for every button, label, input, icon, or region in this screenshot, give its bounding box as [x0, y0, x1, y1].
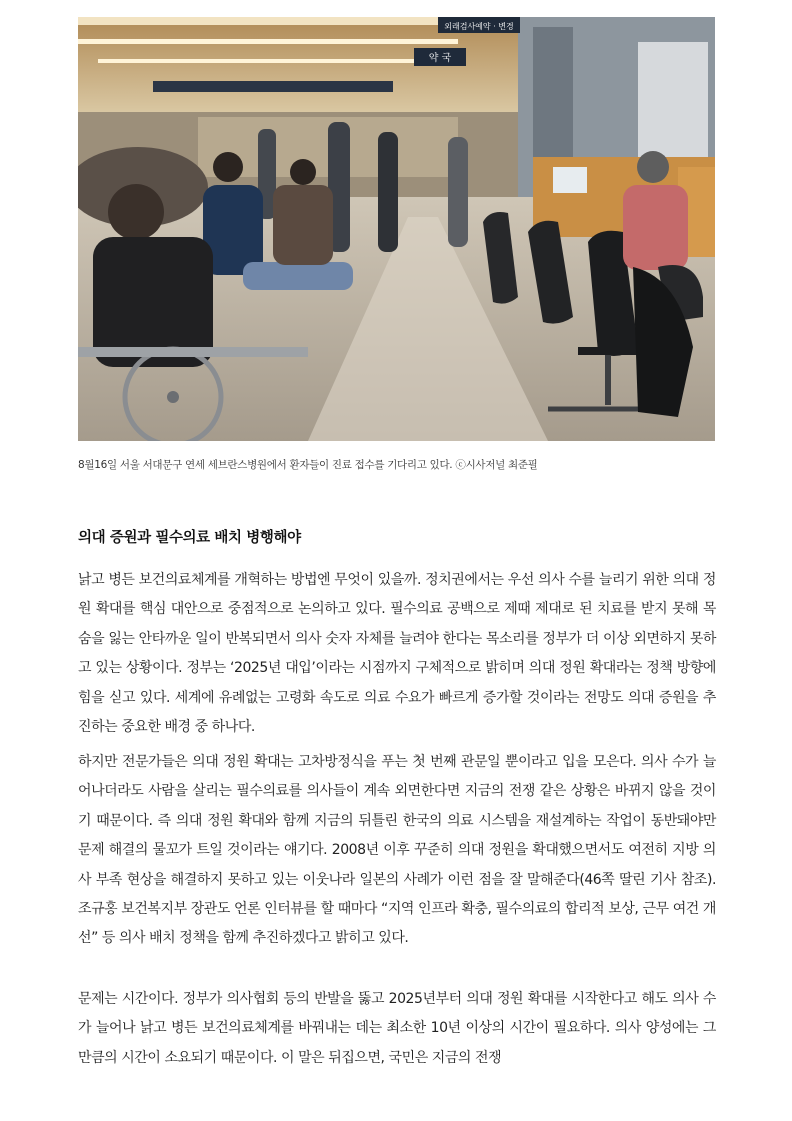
body-paragraph-1: 낡고 병든 보건의료체계를 개혁하는 방법엔 무엇이 있을까. 정치권에서는 우선 의사 수를 늘리기 위한 의대 정원 확대를 핵심 대안으로 중점적으로 논의하고 있다. 필수의료 공백으로 제때 제대로 된 치료를 받지 못해 목숨을 잃는 안타까운 일이 반복되면서 의사 숫자 자체를 늘려야 한다는 목소리를 정부가 더 이상 외면하지 못하고 있는 상황이다. 정부는 ‘2025년 대입’이라는 시점까지 구체적으로 밝히며 의대 정원 확대라는 정책 방향에 힘을 싣고 있다. 세계에 유례없는 고령화 속도로 의료 수요가 빠르게 증가할 것이라는 전망도 의대 증원을 추진하는 중요한 배경 중 하나다.	[78, 572, 716, 736]
pharmacy-sign-text: 약 국	[428, 53, 452, 64]
body-paragraph-3: 문제는 시간이다. 정부가 의사협회 등의 반발을 뚫고 2025년부터 의대 정원 확대를 시작한다고 해도 의사 수가 늘어나 낡고 병든 보건의료체계를 바꿔내는 데는 최소한 10년 이상의 시간이 필요하다. 의사 양성에는 그만큼의 시간이 소요되기 때문이다. 이 말은 뒤집으면, 국민은 지금의 전쟁	[78, 991, 716, 1066]
section-heading: 의대 증원과 필수의료 배치 병행해야	[78, 530, 301, 546]
exam-reservation-sign-text: 외래검사예약 · 변경	[444, 22, 514, 31]
body-paragraph-2: 하지만 전문가들은 의대 정원 확대는 고차방정식을 푸는 첫 번째 관문일 뿐이라고 입을 모은다. 의사 수가 늘어나더라도 사람을 살리는 필수의료를 의사들이 계속 외면한다면 지금의 전쟁 같은 상황은 바뀌지 않을 것이기 때문이다. 즉 의대 정원 확대와 함께 지금의 뒤틀린 한국의 의료 시스템을 재설계하는 작업이 동반돼야만 문제 해결의 물꼬가 트일 것이라는 얘기다. 2008년 이후 꾸준히 의대 정원을 확대했으면서도 여전히 지방 의사 부족 현상을 해결하지 못하고 있는 이웃나라 일본의 사례가 이런 점을 잘 말해준다(46쪽 딸린 기사 참조). 조규홍 보건복지부 장관도 언론 인터뷰를 할 때마다 “지역 인프라 확충, 필수의료의 합리적 보상, 근무 여건 개선” 등 의사 배치 정책을 함께 추진하겠다고 밝히고 있다.	[78, 754, 716, 947]
hospital-waiting-room-photo	[78, 17, 715, 441]
photo-caption: 8월16일 서울 서대문구 연세 세브란스병원에서 환자들이 진료 접수를 기다리고 있다. ⓒ시사저널 최준필	[78, 459, 538, 471]
